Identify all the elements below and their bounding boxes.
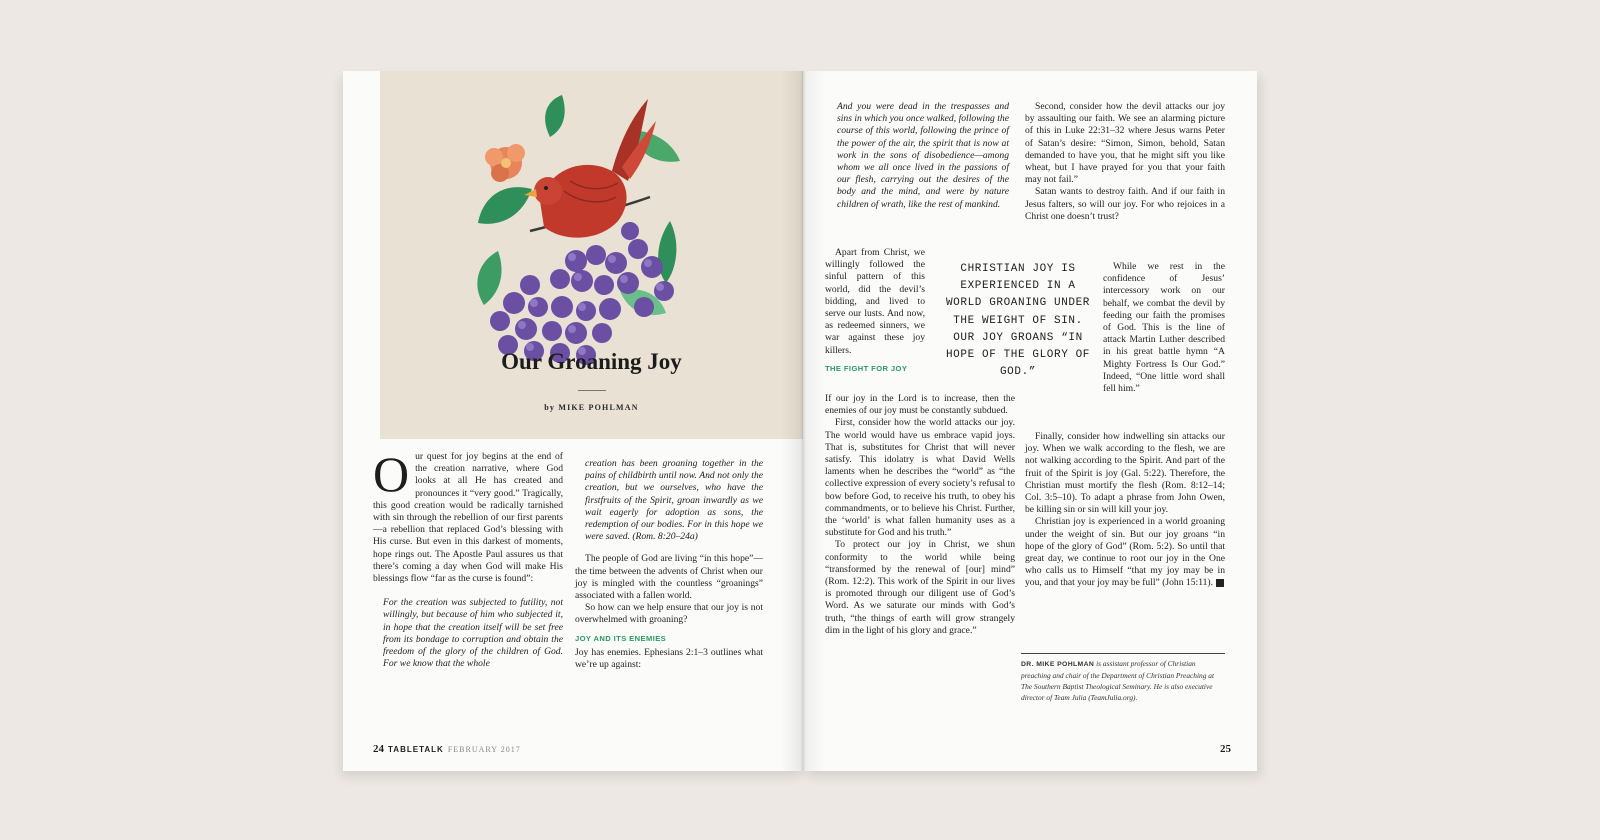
left-column-2 <box>575 458 763 671</box>
paragraph-apart-from-christ: Apart from Christ, we willingly followed the sinful pattern of this world, did the devil’s bidding, and lived to serve our lusts. And now, as redeemed sinners, we war against these joy killers. <box>825 247 925 356</box>
right-column-2-lower <box>1025 431 1225 590</box>
ephesians-quote: And you were dead in the trespasses and sins in which you once walked, following the course of this world, following the prince of the power of the air, the spirit that is now at work in the sons of disobedience—among whom we all once lived in the passions of our flesh, carrying out the desires of the body and the mind, and were by nature children of wrath, like the rest of mankind. <box>837 101 1009 210</box>
paragraph-world-attacks: First, consider how the world attacks our joy. The world would have us embrace vapid joys. That is, substitutes for Christ that will never satisfy. This idolatry is what David Wells laments when he describes the “world” as “the collective expression of every society’s refusal to bow before God, to receive his truth, to obey his commandments, or to believe his Christ. Further, the ‘world’ is what fallen humanity uses as a substitute for God and his truth.” <box>825 417 1015 539</box>
intro-paragraph: ur quest for joy begins at the end of the creation narrative, where God looks at all He has created and pronounces it “very good.” Tragically, this good creation would be radically tarnished with sin through the rebellion of our first parents—a rebellion that replaced God’s blessing with His curse. But even in this darkest of moments, hope rings out. The Apostle Paul assures us that there’s coming a day when God will make His blessings flow “far as the curse is found”: <box>373 451 563 585</box>
left-footer <box>373 743 521 755</box>
paragraph-joy-enemies: Joy has enemies. Ephesians 2:1–3 outlines what we’re up against: <box>575 646 763 671</box>
paragraph-protect-joy: To protect our joy in Christ, we shun conformity to the world while being “transformed by the renewal of [our] mind” (Rom. 12:2). This work of the Spirit in our lives is promoted through our diligent use of God’s Word. As we saturate our minds with God’s truth, “the things of earth will grow strangely dim in the light of his glory and grace.” <box>825 539 1015 636</box>
drop-cap: O <box>373 446 410 502</box>
subhead-fight-for-joy: THE FIGHT FOR JOY <box>825 363 908 373</box>
romans-quote-part2: creation has been groaning together in the pains of childbirth until now. And not only the creation, but we ourselves, who have the firstfruits of the Spirit, groan inwardly as we wait eagerly for adoption as sons, the redemption of our bodies. For in this hope we were saved. (Rom. 8:20–24a) <box>585 458 763 543</box>
article-title: Our Groaning Joy <box>501 349 682 374</box>
author-bio <box>1021 658 1225 703</box>
pull-quote: CHRISTIAN JOY IS EXPERIENCED IN A WORLD GROANING UNDER THE WEIGHT OF SIN. OUR JOY GROANS “IN HOPE OF THE GLORY OF GOD.” <box>945 263 1091 379</box>
paragraph-devil-attacks: Second, consider how the devil attacks our joy by assaulting our faith. We see an alarming picture of this in Luke 22:31–32 where Jesus warns Peter of Satan’s desire: “Simon, Simon, behold, Satan demanded to have you, that he might sift you like wheat, but I have prayed for you that your faith may not fail.” <box>1025 101 1225 186</box>
romans-quote-part1: For the creation was subjected to futility, not willingly, but because of him who subjected it, in hope that the creation itself will be set free from its bondage to corruption and obtain the freedom of the glory of the children of God. For we know that the whole <box>383 597 563 670</box>
article-hero <box>380 71 803 439</box>
left-page <box>343 71 803 771</box>
right-column-1 <box>833 101 1009 211</box>
paragraph-in-this-hope: The people of God are living “in this hope”—the time between the advents of Christ when our joy is mingled with the countless “groanings” associated with a fallen world. <box>575 553 763 602</box>
bird-on-berries-illustration <box>380 71 803 439</box>
subhead-joy-enemies: JOY AND ITS ENEMIES <box>575 633 667 643</box>
issue-date: FEBRUARY 2017 <box>447 745 521 754</box>
paragraph-fight: If our joy in the Lord is to increase, then the enemies of our joy must be constantly subdued. <box>825 393 1015 417</box>
page-number-right: 25 <box>1220 743 1231 755</box>
magazine-spread <box>343 71 1257 771</box>
right-column-1-lower <box>825 393 1015 637</box>
right-page <box>803 71 1257 771</box>
right-column-1-narrow <box>825 247 925 377</box>
right-column-2-narrow <box>1103 261 1225 395</box>
title-divider <box>578 390 606 391</box>
end-mark-icon <box>1216 579 1224 587</box>
page-number-left: 24 <box>373 743 384 755</box>
left-column-1 <box>373 446 563 670</box>
right-column-2 <box>1025 101 1225 223</box>
article-byline: by MIKE POHLMAN <box>544 403 639 412</box>
paragraph-question: So how can we help ensure that our joy is not overwhelmed with groaning? <box>575 602 763 626</box>
author-name: DR. MIKE POHLMAN <box>1021 661 1095 668</box>
magazine-name: TABLETALK <box>388 745 444 754</box>
paragraph-rest-in-confidence: While we rest in the confidence of Jesus’ intercessory work on our behalf, we combat the devil by feeding our faith the promises of God. This is the line of attack Martin Luther described in his great battle hymn “A Mighty Fortress Is Our God.” Indeed, “One little word shall fell him.” <box>1103 261 1225 395</box>
paragraph-indwelling-sin: Finally, consider how indwelling sin attacks our joy. When we walk according to the flesh, we are not walking according to the Spirit. And part of the fruit of the Spirit is joy (Gal. 5:22). Therefore, the Christian must mortify the flesh (Rom. 8:12–14; Col. 3:5–10). To adapt a phrase from John Owen, be killing sin or sin will kill your joy. <box>1025 431 1225 516</box>
paragraph-conclusion: Christian joy is experienced in a world groaning under the weight of sin. But our joy groans “in hope of the glory of God” (Rom. 5:2). So until that great day, we continue to root our joy in the One who calls us to Himself “that my joy may be in you, and that your joy may be full” (John 15:11). <box>1025 516 1225 589</box>
paragraph-destroy-faith: Satan wants to destroy faith. And if our faith in Jesus falters, so will our joy. For who rejoices in a Christ one doesn’t trust? <box>1025 186 1225 222</box>
author-bio-text: is assistant professor of Christian preaching and chair of the Department of Christian Preaching at The Southern Baptist Theological Seminary. He is also executive director of Team Julia (TeamJulia.org). <box>1021 659 1215 702</box>
bio-divider <box>1021 653 1225 654</box>
